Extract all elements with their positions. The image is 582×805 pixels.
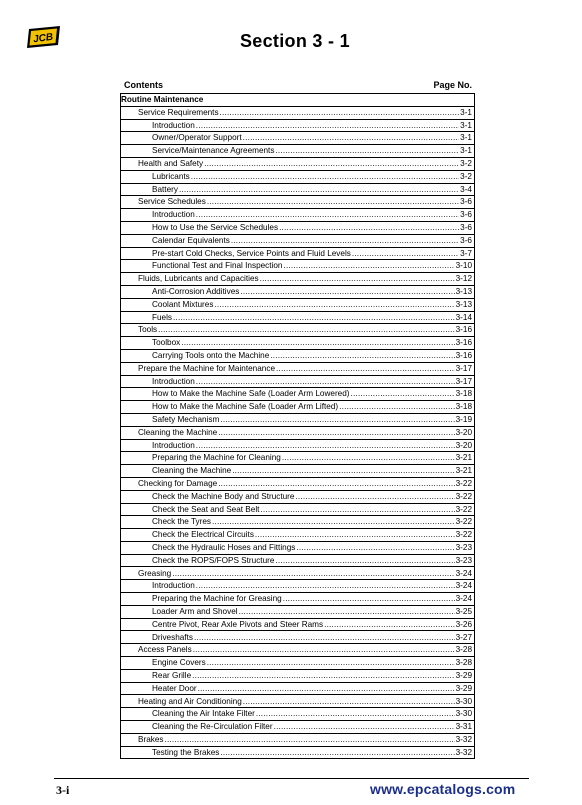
toc-leader-dots <box>283 261 454 272</box>
toc-leader-dots <box>275 146 459 157</box>
toc-leader-dots <box>296 543 454 554</box>
toc-subsection-entry[interactable] <box>120 529 475 542</box>
toc-leader-dots <box>270 351 454 362</box>
toc-leader-dots <box>192 671 454 682</box>
toc-subsection-entry[interactable] <box>120 286 475 299</box>
toc-leader-dots <box>198 684 455 695</box>
toc-leader-dots <box>351 389 455 400</box>
toc-entry-page: 3-13 <box>455 287 472 296</box>
toc-entry-label: Introduction <box>152 210 195 220</box>
section-title: Section 3 - 1 <box>240 31 350 51</box>
page-number: 3-i <box>56 783 70 797</box>
toc-entry-page: 3-28 <box>455 645 472 655</box>
toc-entry-page: 3-18 <box>455 402 472 412</box>
toc-entry-label: Greasing <box>138 568 172 578</box>
toc-subsection-entry[interactable] <box>120 452 475 465</box>
toc-leader-dots <box>260 274 455 285</box>
toc-entry-label: Introduction <box>152 120 195 130</box>
toc-leader-dots <box>172 569 454 580</box>
toc-section-entry[interactable] <box>120 273 475 286</box>
toc-entry-label: Prepare the Machine for Maintenance <box>138 363 275 373</box>
toc-entry-label: Battery <box>152 184 178 194</box>
watermark: www.epcatalogs.com <box>370 781 516 797</box>
toc-entry-page: 3-1 <box>460 146 472 156</box>
toc-leader-dots <box>220 748 454 759</box>
toc-entry-page: 3-10 <box>455 261 472 271</box>
toc-entry-label: Check the Electrical Circuits <box>152 530 254 540</box>
toc-subsection-entry[interactable] <box>120 580 475 593</box>
toc-entry-label: How to Use the Service Schedules <box>152 223 279 233</box>
toc-entry-page: 3-1 <box>460 120 472 130</box>
toc-subsection-entry[interactable] <box>120 708 475 721</box>
toc-entry-label: Cleaning the Re-Circulation Filter <box>152 722 273 732</box>
toc-section-entry[interactable] <box>120 107 475 120</box>
toc-entry-page: 3-17 <box>455 363 472 373</box>
toc-entry-page: 3-22 <box>455 530 472 540</box>
toc-section-entry[interactable] <box>120 644 475 657</box>
toc-entry-page: 3-14 <box>455 312 472 322</box>
toc-entry-page: 3-24 <box>455 594 472 604</box>
jcb-logo <box>26 26 62 48</box>
toc-leader-dots <box>196 581 455 592</box>
toc-leader-dots <box>339 402 454 413</box>
toc-entry-label: Preparing the Machine for Cleaning <box>152 453 281 463</box>
toc-entry-page: 3-18 <box>455 389 472 399</box>
toc-leader-dots <box>239 607 455 618</box>
toc-entry-page: 3-28 <box>455 658 472 668</box>
table-of-contents <box>120 93 475 759</box>
toc-subsection-entry[interactable] <box>120 657 475 670</box>
toc-subsection-entry[interactable] <box>120 631 475 644</box>
toc-subsection-entry[interactable] <box>120 606 475 619</box>
toc-subsection-entry[interactable] <box>120 312 475 325</box>
toc-entry-label: Owner/Operator Support <box>152 133 242 143</box>
toc-subsection-entry[interactable] <box>120 388 475 401</box>
toc-entry-page: 3-19 <box>455 414 472 424</box>
toc-entry-label: Check the Machine Body and Structure <box>152 491 295 501</box>
toc-entry-page: 3-32 <box>455 734 472 744</box>
toc-entry-label: Engine Covers <box>152 658 206 668</box>
toc-subsection-entry[interactable] <box>120 555 475 568</box>
toc-subsection-entry[interactable] <box>120 171 475 184</box>
toc-entry-label: Service Requirements <box>138 107 219 117</box>
footer-rule <box>54 778 529 779</box>
toc-entry-page: 3-16 <box>455 325 472 335</box>
toc-entry-page: 3-1 <box>460 133 472 143</box>
toc-leader-dots <box>191 172 459 183</box>
toc-leader-dots <box>260 505 454 516</box>
toc-entry-page: 3-31 <box>455 722 472 732</box>
toc-entry-label: Introduction <box>152 376 195 386</box>
svg-text:JCB: JCB <box>32 31 54 46</box>
toc-subsection-entry[interactable] <box>120 120 475 133</box>
toc-entry-label: Loader Arm and Shovel <box>152 606 238 616</box>
toc-entry-label: Carrying Tools onto the Machine <box>152 350 270 360</box>
toc-entry-page: 3-30 <box>455 709 472 719</box>
toc-section-entry[interactable] <box>120 734 475 747</box>
toc-entry-label: Heating and Air Conditioning <box>138 696 242 706</box>
toc-leader-dots <box>196 377 455 388</box>
toc-subsection-entry[interactable] <box>120 235 475 248</box>
toc-entry-label: Introduction <box>152 440 195 450</box>
toc-leader-dots <box>240 287 454 298</box>
toc-leader-dots <box>214 300 454 311</box>
toc-entry-label: Fluids, Lubricants and Capacities <box>138 274 259 284</box>
toc-entry-label: Tools <box>138 325 158 335</box>
toc-subsection-entry[interactable] <box>120 145 475 158</box>
toc-section-entry[interactable] <box>120 478 475 491</box>
toc-leader-dots <box>231 236 459 247</box>
toc-entry-page: 3-22 <box>455 491 472 501</box>
toc-subsection-entry[interactable] <box>120 440 475 453</box>
toc-subsection-entry[interactable] <box>120 299 475 312</box>
toc-entry-page: 3-17 <box>455 376 472 386</box>
toc-subsection-entry[interactable] <box>120 619 475 632</box>
toc-entry-page: 3-16 <box>455 338 472 348</box>
toc-leader-dots <box>276 364 455 375</box>
toc-leader-dots <box>204 159 459 170</box>
toc-subsection-entry[interactable] <box>120 376 475 389</box>
toc-entry-label: Preparing the Machine for Greasing <box>152 594 282 604</box>
toc-entry-page: 3-24 <box>455 581 472 591</box>
toc-leader-dots <box>207 197 459 208</box>
toc-leader-dots <box>275 556 454 567</box>
toc-leader-dots <box>256 709 455 720</box>
toc-entry-page: 3-22 <box>455 504 472 514</box>
toc-entry-label: Fuels <box>152 312 173 322</box>
toc-header <box>124 80 474 92</box>
toc-subsection-entry[interactable] <box>120 184 475 197</box>
toc-section-entry[interactable] <box>120 695 475 708</box>
toc-entry-page: 3-6 <box>460 235 472 245</box>
toc-entry-label: Service Schedules <box>138 197 206 207</box>
toc-entry-label: Cleaning the Machine <box>152 466 232 476</box>
toc-entry-label: Centre Pivot, Rear Axle Pivots and Steer Rams <box>152 619 324 629</box>
toc-leader-dots <box>207 658 455 669</box>
toc-leader-dots <box>196 210 459 221</box>
toc-entry-page: 3-22 <box>455 478 472 488</box>
toc-leader-dots <box>255 530 455 541</box>
toc-entry-label: Calendar Equivalents <box>152 235 230 245</box>
toc-entry-page: 3-21 <box>455 466 472 476</box>
toc-section-entry[interactable] <box>120 363 475 376</box>
toc-leader-dots <box>282 453 455 464</box>
toc-leader-dots <box>220 108 460 119</box>
toc-entry-page: 3-26 <box>455 619 472 629</box>
toc-entry-label: How to Make the Machine Safe (Loader Arm Lowered) <box>152 389 350 399</box>
toc-entry-page: 3-2 <box>460 159 472 169</box>
toc-subsection-entry[interactable] <box>120 721 475 734</box>
toc-entry-label: Driveshafts <box>152 632 193 642</box>
toc-leader-dots <box>283 594 455 605</box>
toc-entry-label: Testing the Brakes <box>152 747 220 757</box>
toc-entry-page: 3-20 <box>455 440 472 450</box>
toc-entry-label: Cleaning the Air Intake Filter <box>152 709 255 719</box>
toc-leader-dots <box>243 133 460 144</box>
toc-leader-dots <box>193 645 455 656</box>
toc-entry-label: Check the ROPS/FOPS Structure <box>152 555 275 565</box>
toc-leader-dots <box>164 735 454 746</box>
toc-leader-dots <box>173 313 455 324</box>
toc-entry-page: 3-13 <box>455 299 472 309</box>
toc-entry-label: Heater Door <box>152 683 197 693</box>
toc-entry-label: Check the Seat and Seat Belt <box>152 504 260 514</box>
toc-entry-label: Cleaning the Machine <box>138 427 218 437</box>
toc-entry-page: 3-6 <box>460 197 472 207</box>
toc-subsection-entry[interactable] <box>120 593 475 606</box>
toc-subsection-entry[interactable] <box>120 414 475 427</box>
toc-subsection-entry[interactable] <box>120 401 475 414</box>
toc-entry-page: 3-23 <box>455 542 472 552</box>
toc-section-entry[interactable] <box>120 196 475 209</box>
toc-entry-page: 3-22 <box>455 517 472 527</box>
toc-entry-page: 3-23 <box>455 555 472 565</box>
toc-entry-label: Checking for Damage <box>138 478 218 488</box>
toc-subsection-entry[interactable] <box>120 465 475 478</box>
toc-entry-label: How to Make the Machine Safe (Loader Arm Lifted) <box>152 402 339 412</box>
toc-entry-label: Check the Hydraulic Hoses and Fittings <box>152 542 296 552</box>
toc-entry-label: Functional Test and Final Inspection <box>152 261 283 271</box>
toc-leader-dots <box>279 223 459 234</box>
toc-entry-label: Check the Tyres <box>152 517 212 527</box>
toc-entry-page: 3-32 <box>455 747 472 757</box>
toc-entry-page: 3-4 <box>460 184 472 194</box>
toc-section-entry[interactable] <box>120 158 475 171</box>
toc-subsection-entry[interactable] <box>120 350 475 363</box>
toc-leader-dots <box>220 415 454 426</box>
toc-leader-dots <box>196 441 455 452</box>
toc-entry-label: Introduction <box>152 581 195 591</box>
toc-section-entry[interactable] <box>120 567 475 580</box>
toc-entry-label: Service/Maintenance Agreements <box>152 146 275 156</box>
toc-entry-label: Safety Mechanism <box>152 414 220 424</box>
toc-section-entry[interactable] <box>120 324 475 337</box>
toc-entry-page: 3-16 <box>455 350 472 360</box>
toc-subsection-entry[interactable] <box>120 222 475 235</box>
toc-entry-page: 3-2 <box>460 171 472 181</box>
contents-column-heading: Contents <box>124 80 163 90</box>
toc-subsection-entry[interactable] <box>120 670 475 683</box>
toc-entry-label: Rear Grille <box>152 670 192 680</box>
toc-entry-label: Health and Safety <box>138 159 204 169</box>
page-no-column-heading: Page No. <box>433 80 472 90</box>
toc-entry-page: 3-24 <box>455 568 472 578</box>
toc-subsection-entry[interactable] <box>120 260 475 273</box>
toc-subsection-entry[interactable] <box>120 337 475 350</box>
toc-leader-dots <box>274 722 455 733</box>
toc-leader-dots <box>218 428 454 439</box>
toc-entry-page: 3-29 <box>455 670 472 680</box>
toc-leader-dots <box>352 249 459 260</box>
toc-entry-label: Brakes <box>138 734 164 744</box>
toc-part-heading[interactable] <box>120 94 475 107</box>
toc-leader-dots <box>158 325 454 336</box>
toc-leader-dots <box>218 479 454 490</box>
toc-entry-page: 3-21 <box>455 453 472 463</box>
toc-subsection-entry[interactable] <box>120 132 475 145</box>
toc-leader-dots <box>194 633 455 644</box>
toc-entry-label: Routine Maintenance <box>121 95 204 105</box>
toc-leader-dots <box>212 517 455 528</box>
toc-leader-dots <box>324 620 455 631</box>
toc-entry-label: Pre-start Cold Checks, Service Points and Fluid Levels <box>152 248 351 258</box>
toc-entry-label: Coolant Mixtures <box>152 299 214 309</box>
toc-subsection-entry[interactable] <box>120 209 475 222</box>
toc-subsection-entry[interactable] <box>120 516 475 529</box>
toc-leader-dots <box>196 121 459 132</box>
toc-section-entry[interactable] <box>120 427 475 440</box>
toc-subsection-entry[interactable] <box>120 504 475 517</box>
toc-leader-dots <box>181 338 454 349</box>
toc-subsection-entry[interactable] <box>120 248 475 261</box>
toc-leader-dots <box>232 466 454 477</box>
toc-leader-dots <box>295 492 454 503</box>
toc-entry-page: 3-6 <box>460 210 472 220</box>
toc-entry-label: Lubricants <box>152 171 190 181</box>
toc-entry-label: Access Panels <box>138 645 192 655</box>
toc-leader-dots <box>243 697 455 708</box>
toc-entry-label: Anti-Corrosion Additives <box>152 287 240 296</box>
toc-entry-page: 3-6 <box>460 223 472 233</box>
toc-leader-dots <box>179 185 459 196</box>
toc-entry-page: 3-7 <box>460 248 472 258</box>
toc-subsection-entry[interactable] <box>120 491 475 504</box>
toc-subsection-entry[interactable] <box>120 683 475 696</box>
toc-subsection-entry[interactable] <box>120 747 475 760</box>
toc-entry-page: 3-12 <box>455 274 472 284</box>
toc-entry-page: 3-20 <box>455 427 472 437</box>
toc-entry-page: 3-27 <box>455 632 472 642</box>
toc-subsection-entry[interactable] <box>120 542 475 555</box>
toc-entry-page: 3-1 <box>460 107 472 117</box>
toc-entry-label: Toolbox <box>152 338 181 348</box>
toc-entry-page: 3-29 <box>455 683 472 693</box>
toc-entry-page: 3-30 <box>455 696 472 706</box>
toc-entry-page: 3-25 <box>455 606 472 616</box>
